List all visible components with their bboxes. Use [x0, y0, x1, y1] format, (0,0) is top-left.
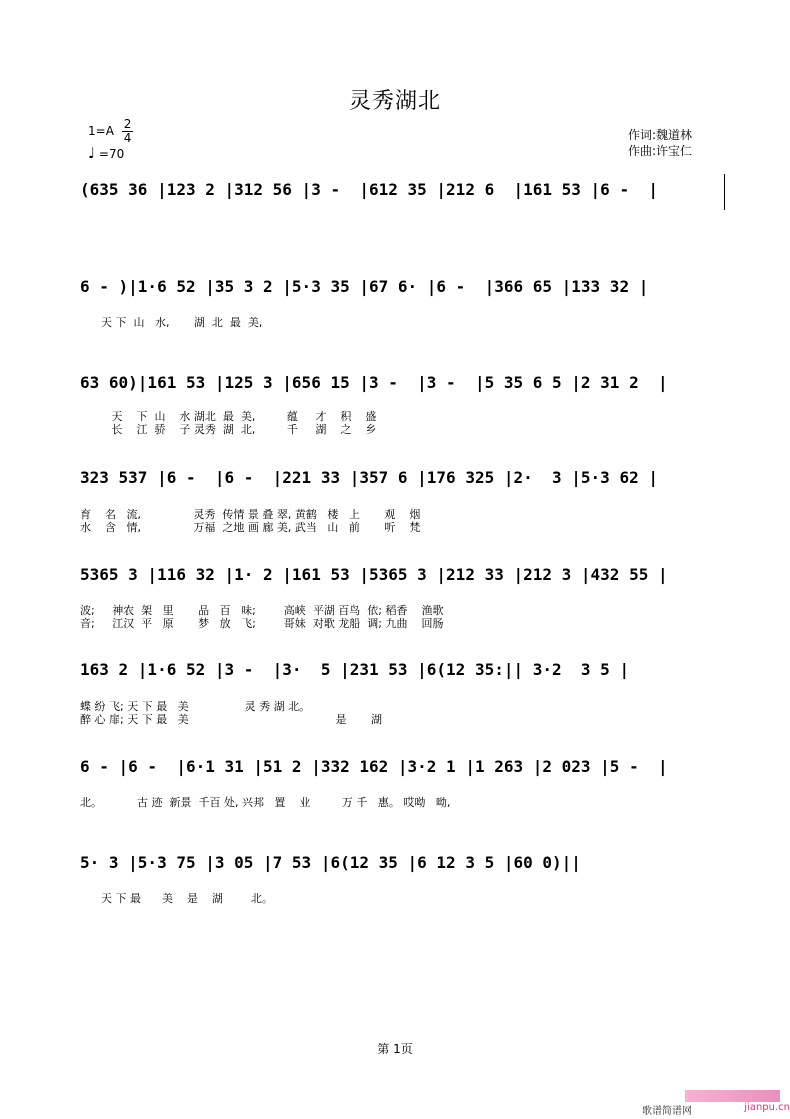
- lyrics-line-5b: 音; 江汉 平 原 梦 放 飞; 哥妹 对歌 龙船 调; 九曲 回肠: [80, 617, 444, 630]
- notation-line-1: (635 36 |123 2 |312 56 |3 - |612 35 |212 6 |161 53 |6 - |: [80, 180, 658, 199]
- watermark-site-url: jianpu.cn: [744, 1102, 790, 1113]
- time-top: 2: [123, 117, 132, 131]
- lyrics-line-2: 天 下 山 水, 湖 北 最 美,: [80, 316, 263, 329]
- notation-line-8: 5· 3 |5·3 75 |3 05 |7 53 |6(12 35 |6 12 3 5 |60 0)||: [80, 853, 581, 872]
- lyrics-line-6b: 醉 心 扉; 天 下 最 美 是 湖: [80, 713, 383, 726]
- lyrics-line-3a: 天 下 山 水 湖北 最 美, 蕴 才 积 盛: [80, 410, 377, 423]
- lyrics-line-7: 北。 古 迹 新景 千百 处, 兴邦 置 业 万 千 惠。 哎呦 呦,: [80, 796, 451, 809]
- key-label: 1=A: [88, 124, 114, 138]
- composer: 作曲:许宝仁: [628, 144, 693, 158]
- time-bottom: 4: [123, 131, 132, 145]
- lyrics-line-8: 天 下 最 美 是 湖 北。: [80, 892, 273, 905]
- watermark-banner: [685, 1090, 780, 1102]
- notation-line-4: 323 537 |6 - |6 - |221 33 |357 6 |176 325 |2· 3 |5·3 62 |: [80, 468, 658, 487]
- notation-line-2: 6 - )|1·6 52 |35 3 2 |5·3 35 |67 6· |6 - |366 65 |133 32 |: [80, 277, 649, 296]
- key-signature-block: [88, 118, 133, 162]
- credits: [628, 127, 692, 159]
- song-title: 灵秀湖北: [348, 89, 441, 114]
- lyrics-line-6a: 蝶 纷 飞; 天 下 最 美 灵 秀 湖 北。: [80, 700, 311, 713]
- page-number: 第 1页: [377, 1042, 413, 1056]
- watermark-site-name: 歌谱简谱网: [642, 1106, 692, 1117]
- quarter-note-icon: ♩: [88, 144, 96, 162]
- lyrics-line-5a: 波; 神农 架 里 品 百 味; 高峡 平湖 百鸟 依; 稻香 渔歌: [80, 604, 444, 617]
- tempo-label: =70: [98, 147, 125, 161]
- notation-line-3: 63 60)|161 53 |125 3 |656 15 |3 - |3 - |5 35 6 5 |2 31 2 |: [80, 373, 668, 392]
- time-signature: [122, 118, 134, 145]
- lyrics-line-4a: 育 名 流, 灵秀 传情 景 叠 翠, 黄鹤 楼 上 观 烟: [80, 508, 421, 521]
- site-watermark: [640, 1090, 790, 1117]
- notation-line-6: 163 2 |1·6 52 |3 - |3· 5 |231 53 |6(12 35:|| 3·2 3 5 |: [80, 660, 630, 679]
- lyrics-line-4b: 水 含 情, 万福 之地 画 廊 美, 武当 山 前 听 梵: [80, 521, 421, 534]
- lyrics-line-3b: 长 江 骄 子 灵秀 湖 北, 千 湖 之 乡: [80, 423, 377, 436]
- barline: [724, 174, 725, 210]
- lyricist: 作词:魏道林: [628, 128, 693, 142]
- notation-line-5: 5365 3 |116 32 |1· 2 |161 53 |5365 3 |212 33 |212 3 |432 55 |: [80, 565, 668, 584]
- notation-line-7: 6 - |6 - |6·1 31 |51 2 |332 162 |3·2 1 |1 263 |2 023 |5 - |: [80, 757, 668, 776]
